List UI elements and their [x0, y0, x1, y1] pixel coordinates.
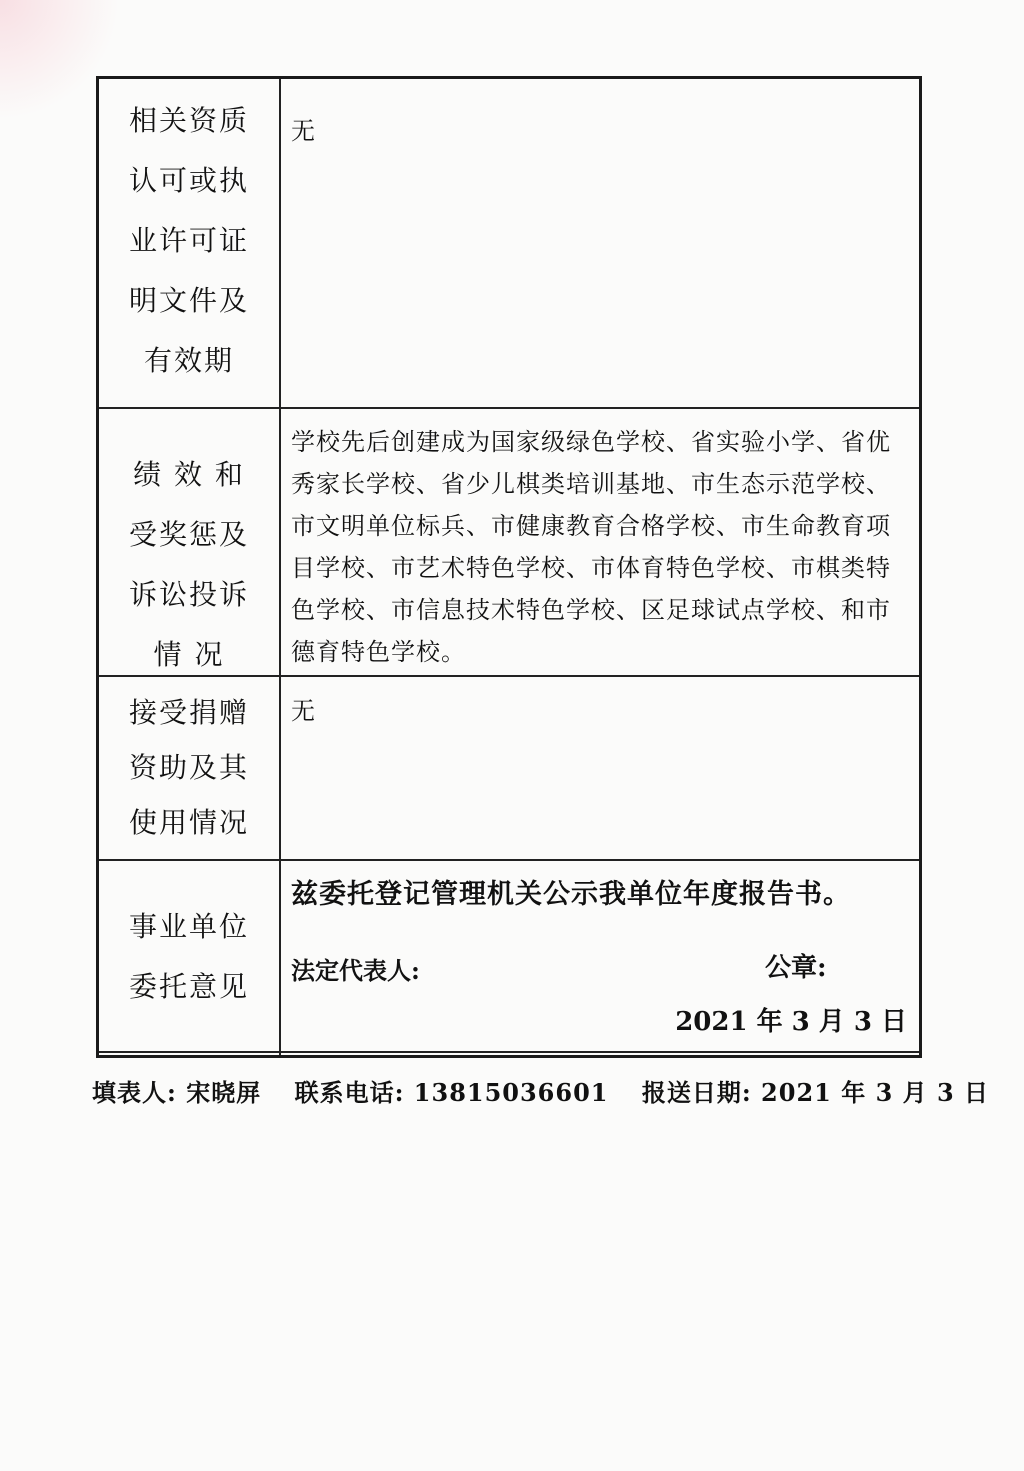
label-line: 绩 效 和: [133, 458, 245, 491]
legal-rep-label: 法定代表人:: [291, 956, 420, 985]
row-qualification: [99, 79, 919, 407]
donation-content: 无: [291, 697, 316, 725]
label-line: 接受捐赠: [128, 696, 249, 729]
contact-phone: 联系电话: 13815036601: [294, 1078, 609, 1107]
label-line: 资助及其: [128, 751, 249, 784]
label-line: 情 况: [153, 638, 225, 671]
label-line: 有效期: [143, 344, 234, 377]
label-line: 明文件及: [128, 284, 249, 317]
report-date: 报送日期: 2021 年 3 月 3 日: [641, 1078, 990, 1107]
form-table: [96, 76, 922, 1058]
entrust-date: 2021 年 3 月 3 日: [675, 1007, 907, 1037]
qualification-content: 无: [291, 117, 316, 145]
performance-content: 学校先后创建成为国家级绿色学校、省实验小学、省优秀家长学校、省少儿棋类培训基地、市生态示范学校、市文明单位标兵、市健康教育合格学校、市生命教育项目学校、市艺术特色学校、市体育特色学校、市棋类特色学校、市信息技术特色学校、区足球试点学校、和市德育特色学校。: [291, 428, 891, 666]
row-label-qualification: [99, 91, 279, 391]
row-label-performance: [99, 445, 279, 685]
label-line: 业许可证: [128, 224, 249, 257]
row-label-donation: [99, 685, 279, 850]
row-label-entrust: [99, 897, 279, 1017]
label-line: 诉讼投诉: [128, 578, 249, 611]
label-line: 认可或执: [128, 164, 249, 197]
row-sponsor-sep: [99, 1051, 919, 1053]
row-entrust: [99, 859, 919, 1051]
filler-name: 填表人: 宋晓屏: [92, 1078, 262, 1107]
label-line: 使用情况: [128, 806, 249, 839]
row-donation: [99, 675, 919, 859]
footer: [92, 1073, 1013, 1108]
label-line: 受奖惩及: [128, 518, 249, 551]
seal-label: 公章:: [765, 953, 827, 983]
label-line: 委托意见: [128, 970, 249, 1003]
label-line: 事业单位: [128, 910, 249, 943]
label-line: 相关资质: [128, 104, 249, 137]
row-performance: [99, 407, 919, 675]
entrust-statement: 兹委托登记管理机关公示我单位年度报告书。: [291, 879, 851, 910]
